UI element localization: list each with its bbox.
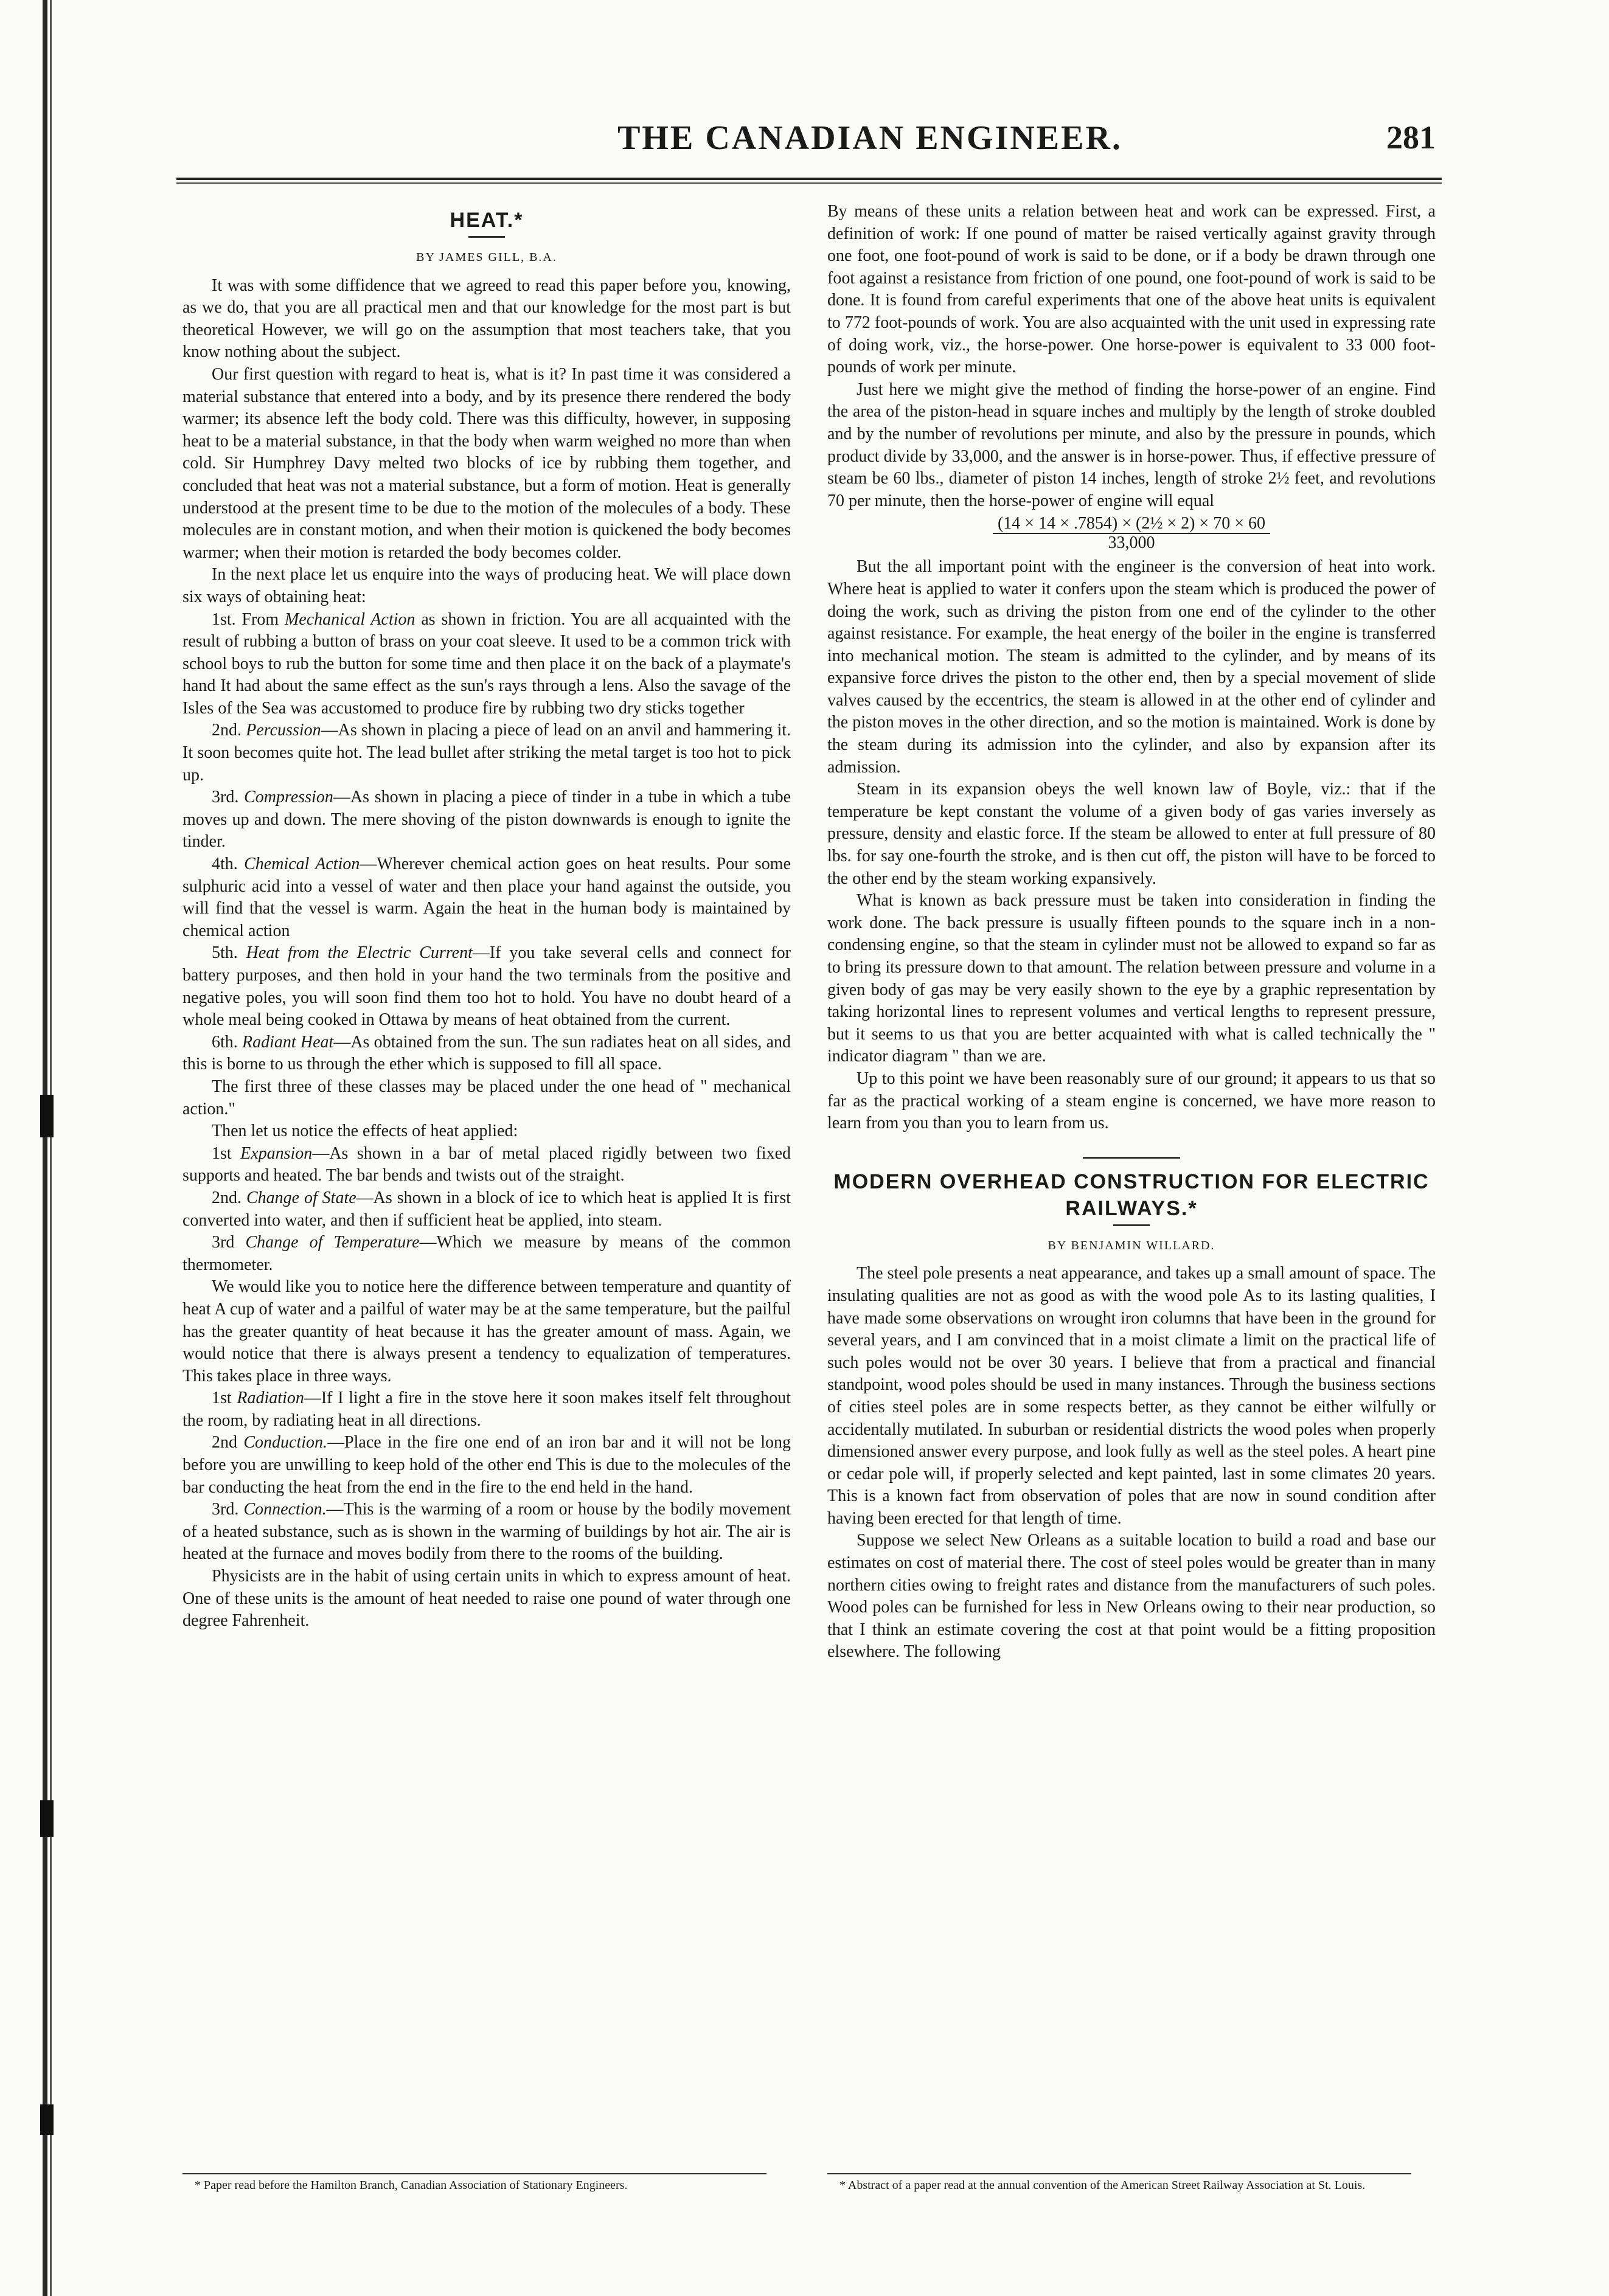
formula-denominator: 33,000 bbox=[1108, 533, 1155, 553]
list-item: 1st Radiation—If I light a fire in the stove here it soon makes itself felt throughout the room, by radiating heat in all directions. bbox=[182, 1389, 791, 1430]
footnote-block bbox=[827, 2168, 1436, 2193]
paragraph: Physicists are in the habit of using certain units in which to express amount of heat. One of these units is the amount of heat needed to raise one pound of water through one degree Fahrenheit. bbox=[182, 1567, 791, 1631]
paragraph: By means of these units a relation between heat and work can be expressed. First, a definition of work: If one pound of matter be raised vertically against gravity through one foot, one foot-pound of work is said to be done, or if a body be drawn through one foot against a resistance from friction of one pound, one foot-pound of work is said to be done. It is found from careful experiments that one of the above heat units is equivalent to 772 foot-pounds of work. You are also acquainted with the unit used in expressing rate of doing work, viz., the horse-power. One horse-power is equivalent to 33 000 foot-pounds of work per minute. bbox=[827, 202, 1436, 377]
list-item: 3rd. Compression—As shown in placing a piece of tinder in a tube in which a tube moves up and down. The mere shoving of the piston downwards is enough to ignite the tinder. bbox=[182, 788, 791, 851]
formula-numerator: (14 × 14 × .7854) × (2½ × 2) × 70 × 60 bbox=[993, 515, 1270, 534]
paragraph: Steam in its expansion obeys the well known law of Boyle, viz.: that if the temperature be kept constant the volume of a given body of gas varies inversely as pressure, density and elastic force. If the steam be allowed to enter at full pressure of 80 lbs. for say one-fourth the stroke, and is then cut off, the piston will have to be forced to the other end by the steam working expansively. bbox=[827, 780, 1436, 888]
scan-edge bbox=[43, 0, 47, 2296]
right-column bbox=[827, 201, 1436, 1663]
paragraph: The steel pole presents a neat appearance, and takes up a small amount of space. The insulating qualities are not as good as with the wood pole As to its lasting qualities, I have made some observations on wrought iron columns that have been in the ground for several years, and I am convinced that in a moist climate a limit on the practical life of such poles would not be over 30 years. I believe that from a practical and financial standpoint, wood poles should be used in many instances. Through the business sections of cities steel poles are in some respects better, as they cannot be either wilfully or accidentally mutilated. In suburban or residential districts the wood poles when properly dimensioned answer every purpose, and look fully as well as the steel poles. A heart pine or cedar pole will, if properly selected and kept painted, last in some climates 20 years. This is a known fact from observation of poles that are now in sound condition after having been erected for that length of time. bbox=[827, 1264, 1436, 1528]
article-separator bbox=[1083, 1157, 1180, 1159]
paragraph: What is known as back pressure must be taken into consideration in finding the work done. The back pressure is usually fifteen pounds to the square inch in a non-condensing engine, so that the steam in cylinder must not be allowed to expand so far as to bring its pressure down to that amount. The relation between pressure and volume in a given body of gas may be very easily shown to the eye by a graphic representation by taking horizontal lines to represent volumes and vertical lengths to represent pressure, but it seems to us that you are better acquainted with what is called technically the " indicator diagram " than we are. bbox=[827, 891, 1436, 1066]
list-item: 3rd. Connection.—This is the warming of a room or house by the bodily movement of a heated substance, such as is shown in the warming of buildings by hot air. The air is heated at the furnace and moves bodily from there to the rooms of the building. bbox=[182, 1500, 791, 1564]
journal-title: THE CANADIAN ENGINEER. bbox=[617, 119, 1122, 157]
header-rule-thin bbox=[176, 182, 1442, 184]
header-rule bbox=[176, 178, 1442, 180]
left-column bbox=[182, 201, 791, 1632]
paragraph: We would like you to notice here the difference between temperature and quantity of heat A cup of water and a pailful of water may be at the same temperature, but the pailful has the greater quantity of heat because it has the greater amount of mass. Again, we would notice that there is always present a tendency to equalization of temperatures. This takes place in three ways. bbox=[182, 1277, 791, 1386]
page-header bbox=[164, 119, 1454, 161]
list-item: 1st Expansion—As shown in a bar of metal placed rigidly between two fixed supports and heated. The bar bends and twists out of the straight. bbox=[182, 1143, 791, 1185]
article-byline: BY BENJAMIN WILLARD. bbox=[1048, 1238, 1215, 1252]
scan-mark bbox=[40, 2104, 54, 2135]
paragraph: Our first question with regard to heat is, what is it? In past time it was considered a material substance that entered into a body, and by its presence there rendered the body warmer; its absence left the body cold. There was this difficulty, however, in supposing heat to be a material substance, in that the body when warm weighed no more than when cold. Sir Humphrey Davy melted two blocks of ice by rubbing them together, and concluded that heat was not a material substance, but a form of motion. Heat is generally understood at the present time to be due to the motion of the molecules of a body. These molecules are in constant motion, and when their motion is quickened the body becomes warmer; when their motion is retarded the body becomes colder. bbox=[182, 364, 791, 562]
list-item: 2nd. Change of State—As shown in a block of ice to which heat is applied It is first converted into water, and then if sufficient heat be applied, into steam. bbox=[182, 1188, 791, 1230]
footnote: * Paper read before the Hamilton Branch, Canadian Association of Stationary Engineers. bbox=[195, 2179, 628, 2192]
list-item: 5th. Heat from the Electric Current—If you take several cells and connect for battery purposes, and then hold in your hand the two terminals from the positive and negative poles, you will soon find them too hot to hold. You have no doubt heard of a whole meal being cooked in Ottawa by means of heat obtained from the current. bbox=[182, 943, 791, 1030]
list-item: 2nd. Percussion—As shown in placing a piece of lead on an anvil and hammering it. It soon becomes quite hot. The lead bullet after striking the metal target is too hot to pick up. bbox=[182, 721, 791, 785]
paragraph: Up to this point we have been reasonably sure of our ground; it appears to us that so far as the practical working of a steam engine is concerned, we have more reason to learn from you than you to learn from us. bbox=[827, 1069, 1436, 1133]
paragraph: Suppose we select New Orleans as a suitable location to build a road and base our estimates on cost of material there. The cost of steel poles would be greater than in many northern cities owing to freight rates and distance from the manufacturers of such poles. Wood poles can be furnished for less in New Orleans owing to their near production, so that I think an estimate covering the cost at that point would be a fitting proposition elsewhere. The following bbox=[827, 1531, 1436, 1662]
footnote-block bbox=[182, 2168, 791, 2193]
scan-mark bbox=[40, 1800, 54, 1837]
article-title: HEAT.* bbox=[450, 209, 524, 232]
paragraph: But the all important point with the engineer is the conversion of heat into work. Where heat is applied to water it confers upon the steam which is produced the power of doing the work, such as driving the piston from one end of the cylinder to the other against resistance. For example, the heat energy of the boiler in the engine is transferred into mechanical motion. The steam is admitted to the cylinder, and by means of its expansive force drives the piston to the other end, then by a special movement of slide valves caused by the eccentrics, the steam is allowed in at the other end of cylinder and the piston moves in the other direction, and so the motion is maintained. Work is done by the steam during its admission into the cylinder, and also by expansion after its admission. bbox=[827, 557, 1436, 777]
scan-edge-inner bbox=[50, 0, 52, 2296]
horsepower-formula bbox=[827, 515, 1436, 552]
article-title: MODERN OVERHEAD CONSTRUCTION FOR ELECTRIC RAILWAYS.* bbox=[833, 1170, 1430, 1220]
paragraph: In the next place let us enquire into the ways of producing heat. We will place down six ways of obtaining heat: bbox=[182, 565, 791, 606]
list-item: 4th. Chemical Action—Wherever chemical action goes on heat results. Pour some sulphuric acid into a vessel of water and then place your hand against the outside, you will find that the vessel is warm. Again the heat in the human body is maintained by chemical action bbox=[182, 855, 791, 940]
paragraph: Just here we might give the method of finding the horse-power of an engine. Find the area of the piston-head in square inches and multiply by the length of stroke doubled and by the number of revolutions per minute, and also by the pressure in pounds, which product divide by 33,000, and the answer is in horse-power. Thus, if effective pressure of steam be 60 lbs., diameter of piston 14 inches, length of stroke 2½ feet, and revolutions 70 per minute, then the horse-power of engine will equal bbox=[827, 380, 1436, 510]
list-item: 2nd Conduction.—Place in the fire one end of an iron bar and it will not be long before you are unwilling to keep hold of the other end This is due to the molecules of the bar conducting the heat from the end in the fire to the end held in the hand. bbox=[182, 1433, 791, 1497]
scan-mark bbox=[40, 1095, 54, 1137]
title-rule bbox=[468, 236, 505, 238]
list-item: 3rd Change of Temperature—Which we measure by means of the common thermometer. bbox=[182, 1233, 791, 1274]
footnote: * Abstract of a paper read at the annual convention of the American Street Railway Association at St. Louis. bbox=[839, 2179, 1366, 2192]
list-item: 1st. From Mechanical Action as shown in friction. You are all acquainted with the result of rubbing a button of brass on your coat sleeve. It used to be a common trick with school boys to rub the button for some time and then place it on the back of a playmate's hand It had about the same effect as the sun's rays through a lens. Also the savage of the Isles of the Sea was accustomed to produce fire by rubbing two dry sticks together bbox=[182, 609, 791, 718]
title-rule bbox=[1113, 1224, 1150, 1226]
footnote-rule bbox=[182, 2173, 766, 2174]
page-number: 281 bbox=[1386, 119, 1436, 156]
paragraph: Then let us notice the effects of heat applied: bbox=[212, 1122, 518, 1141]
footnote-rule bbox=[827, 2173, 1411, 2174]
list-item: 6th. Radiant Heat—As obtained from the sun. The sun radiates heat on all sides, and this is borne to us through the ether which is supposed to fill all space. bbox=[182, 1032, 791, 1074]
paragraph: The first three of these classes may be placed under the one head of " mechanical action." bbox=[182, 1077, 791, 1119]
article-byline: BY JAMES GILL, B.A. bbox=[416, 251, 557, 264]
paragraph: It was with some diffidence that we agreed to read this paper before you, knowing, as we do, that you are all practical men and that our knowledge for the most part is but theoretical However, we will go on the assumption that most teachers take, that you know nothing about the subject. bbox=[182, 276, 791, 362]
